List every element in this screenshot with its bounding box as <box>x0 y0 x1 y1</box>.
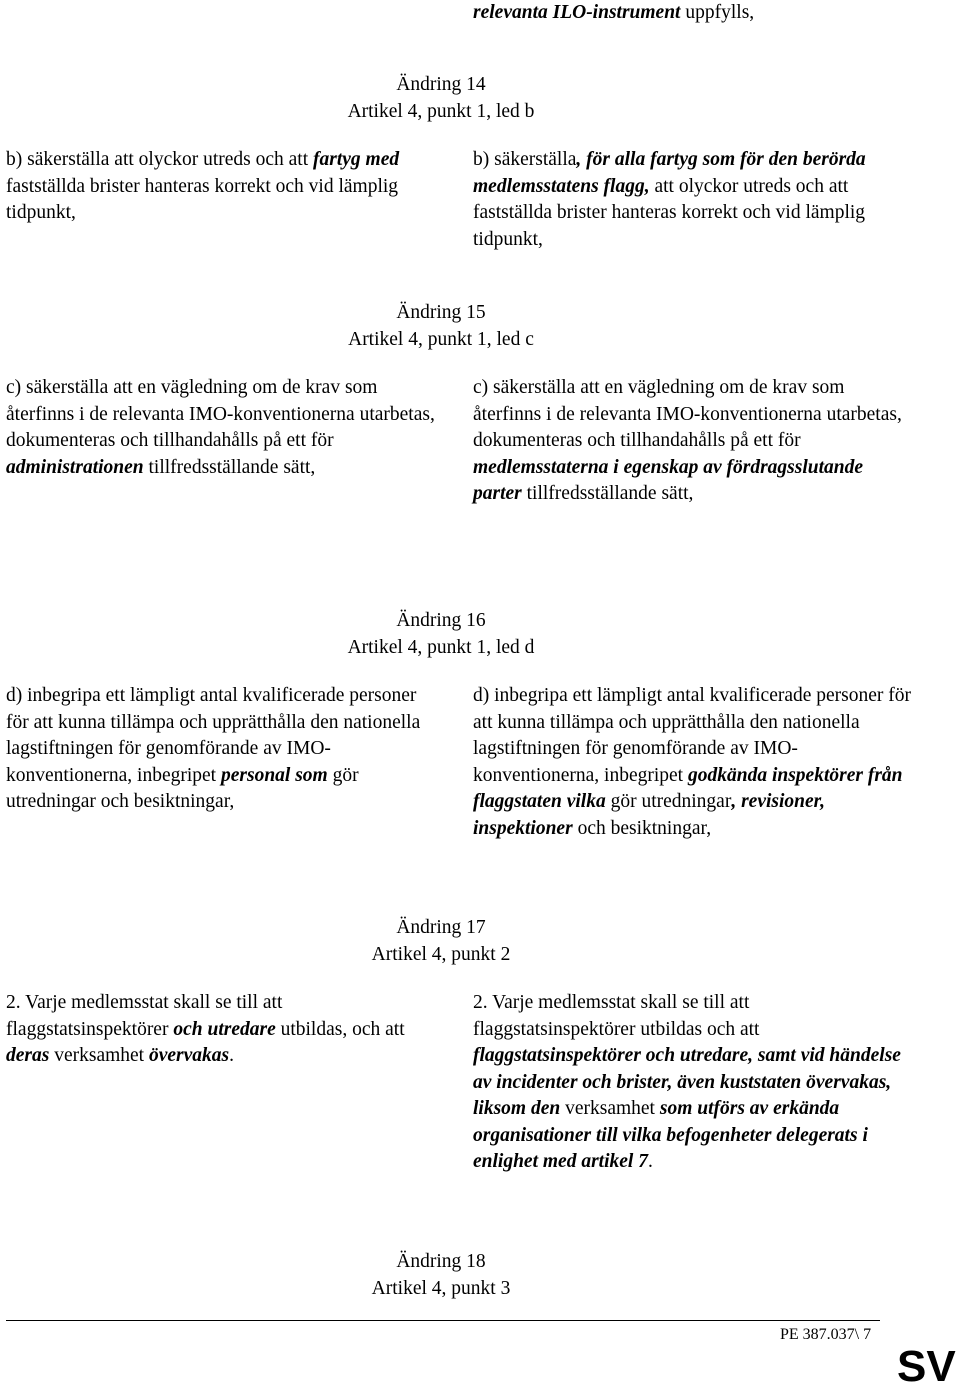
amendment-title: Ändring 16 <box>396 610 486 631</box>
amendment-text: 2. Varje medlemsstat skall se till att flaggstatsinspektörer utbildas och att flaggstatsinspektörer och utredare, samt vid händelse av incidenter och brister, även kuststaten övervakas, liksom den verksamhet som utförs av erkända organisationer till vilka befogenheter delegerats i enlighet med artikel 7. <box>473 992 901 1172</box>
amendment-article: Artikel 4, punkt 1, led c <box>348 328 534 350</box>
commission-text: 2. Varje medlemsstat skall se till att flaggstatsinspektörer och utredare utbildas, och att deras verksamhet övervakas. <box>6 992 405 1066</box>
commission-text: b) säkerställa att olyckor utreds och att fartyg med fastställda brister hanteras korrekt och vid lämplig tidpunkt, <box>6 149 400 223</box>
continuation-fragment: relevanta ILO-instrument uppfylls, <box>473 2 755 23</box>
amendment-article: Artikel 4, punkt 1, led d <box>347 636 535 658</box>
amendment-title: Ändring 17 <box>396 917 486 938</box>
amendment-article: Artikel 4, punkt 3 <box>371 1277 511 1299</box>
amendment-heading <box>0 300 882 353</box>
amendment-heading <box>0 1249 882 1302</box>
amendment-heading <box>0 608 882 661</box>
amendment-heading <box>0 72 882 125</box>
commission-text: d) inbegripa ett lämpligt antal kvalificerade personer för att kunna tillämpa och upprätthålla den nationella lagstiftningen för genomförande av IMO-konventionerna, inbegripet personal som gör utredningar och besiktningar, <box>6 685 421 812</box>
commission-text: c) säkerställa att en vägledning om de krav som återfinns i de relevanta IMO-konventionerna utarbetas, dokumenteras och tillhandahålls på ett för administrationen tillfredsställande sätt, <box>6 377 435 478</box>
amendment-article: Artikel 4, punkt 1, led b <box>347 100 535 122</box>
amendment-article: Artikel 4, punkt 2 <box>371 943 511 965</box>
page-reference: PE 387.037\ 7 <box>780 1326 872 1343</box>
amendment-text: b) säkerställa, för alla fartyg som för den berörda medlemsstatens flagg, att olyckor utreds och att fastställda brister hanteras korrekt och vid lämplig tidpunkt, <box>473 149 866 250</box>
footer-rule <box>6 1320 880 1321</box>
amendment-text: c) säkerställa att en vägledning om de krav som återfinns i de relevanta IMO-konventionerna utarbetas, dokumenteras och tillhandahålls på ett för medlemsstaterna i egenskap av fördragsslutande parter tillfredsställande sätt, <box>473 377 902 504</box>
amendment-title: Ändring 18 <box>396 1251 486 1272</box>
amendment-title: Ändring 15 <box>396 302 486 323</box>
amendment-heading <box>0 915 882 968</box>
language-code: SV <box>897 1342 956 1391</box>
amendment-title: Ändring 14 <box>396 74 486 95</box>
amendment-text: d) inbegripa ett lämpligt antal kvalificerade personer för att kunna tillämpa och upprätthålla den nationella lagstiftningen för genomförande av IMO-konventionerna, inbegripet godkända inspektörer från flaggstaten vilka gör utredningar, revisioner, inspektioner och besiktningar, <box>473 685 912 839</box>
